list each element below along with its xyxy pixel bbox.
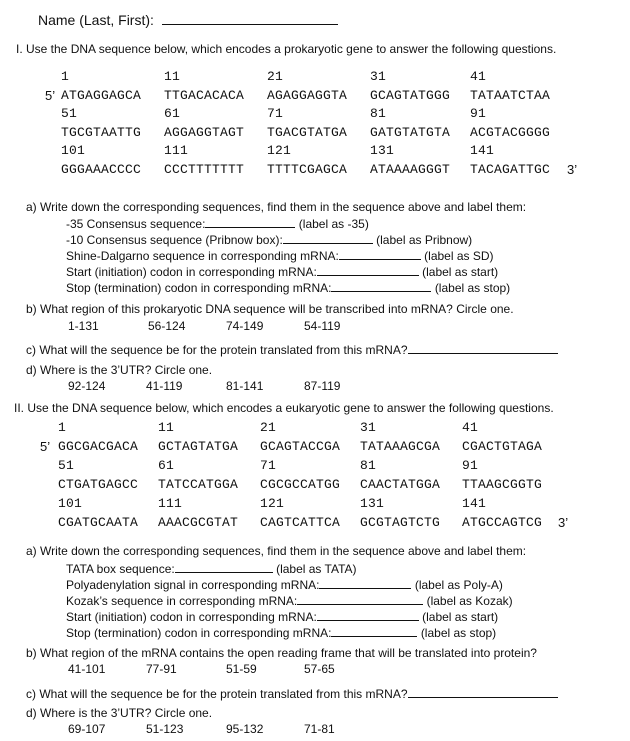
ruler-pos: 71 xyxy=(267,106,284,121)
item-label: Kozak’s sequence in corresponding mRNA: xyxy=(66,594,298,608)
item-note: (label as Poly-A) xyxy=(414,578,503,592)
item-label: TATA box sequence: xyxy=(66,562,175,576)
part1-title: I. Use the DNA sequence below, which encodes a prokaryotic gene to answer the following questions. xyxy=(16,42,557,56)
seq-block: TGCGTAATTG xyxy=(61,125,142,140)
question-text: c) What will the sequence be for the protein translated from this mRNA? xyxy=(26,687,408,701)
p2-question-a: a) Write down the corresponding sequences, find them in the sequence above and label them: xyxy=(26,544,527,558)
seq-block: CAGTCATTCA xyxy=(260,515,341,530)
seq-block: GCAGTATGGG xyxy=(370,88,451,103)
item-note: (label as Pribnow) xyxy=(376,233,473,247)
item-note: (label as stop) xyxy=(434,281,511,295)
seq-block: GATGTATGTA xyxy=(370,125,451,140)
answer-blank[interactable] xyxy=(319,576,411,589)
seq-block: TATCCATGGA xyxy=(158,477,239,492)
item-label: Stop (termination) codon in corresponding mRNA: xyxy=(66,626,332,640)
seq-block: ATGAGGAGCA xyxy=(61,88,142,103)
question-text: c) What will the sequence be for the protein translated from this mRNA? xyxy=(26,343,408,357)
item-label: -10 Consensus sequence (Pribnow box): xyxy=(66,233,283,247)
option[interactable]: 92-124 xyxy=(68,379,106,393)
option[interactable]: 41-101 xyxy=(68,662,106,676)
p2-a-item-2 xyxy=(66,576,503,592)
option[interactable]: 57-65 xyxy=(304,662,335,676)
option[interactable]: 69-107 xyxy=(68,722,106,736)
ruler-pos: 121 xyxy=(260,496,285,511)
seq-block: AGGAGGTAGT xyxy=(164,125,245,140)
seq-block: ATAAAAGGGT xyxy=(370,162,451,177)
answer-blank[interactable] xyxy=(317,608,419,621)
answer-blank[interactable] xyxy=(205,215,295,228)
answer-blank[interactable] xyxy=(331,624,417,637)
answer-blank[interactable] xyxy=(283,231,373,244)
name-blank[interactable] xyxy=(162,12,338,25)
ruler-pos: 21 xyxy=(267,69,284,84)
ruler-pos: 81 xyxy=(360,458,377,473)
item-note: (label as Kozak) xyxy=(426,594,513,608)
item-note: (label as stop) xyxy=(420,626,497,640)
ruler-pos: 111 xyxy=(158,496,183,511)
item-note: (label as -35) xyxy=(298,217,369,231)
ruler-pos: 121 xyxy=(267,143,292,158)
part2-title: II. Use the DNA sequence below, which encodes a eukaryotic gene to answer the following questions. xyxy=(14,401,554,415)
ruler-pos: 21 xyxy=(260,420,277,435)
ruler-pos: 11 xyxy=(158,420,175,435)
seq-block: TTAAGCGGTG xyxy=(462,477,543,492)
seq-block: ATGCCAGTCG xyxy=(462,515,543,530)
p2-question-d: d) Where is the 3’UTR? Circle one. xyxy=(26,706,213,720)
seq-block: GCTAGTATGA xyxy=(158,439,239,454)
p2-question-c xyxy=(26,685,558,701)
item-label: Shine-Dalgarno sequence in corresponding mRNA: xyxy=(66,249,339,263)
seq-block: AAACGCGTAT xyxy=(158,515,239,530)
option[interactable]: 81-141 xyxy=(226,379,264,393)
answer-blank[interactable] xyxy=(175,560,273,573)
answer-blank[interactable] xyxy=(297,592,423,605)
option[interactable]: 51-59 xyxy=(226,662,257,676)
seq-block: TATAAAGCGA xyxy=(360,439,441,454)
ruler-pos: 141 xyxy=(462,496,487,511)
seq-block: CTGATGAGCC xyxy=(58,477,139,492)
ruler-pos: 31 xyxy=(370,69,387,84)
three-prime-label: 3’ xyxy=(567,162,578,177)
option[interactable]: 71-81 xyxy=(304,722,335,736)
ruler-pos: 101 xyxy=(58,496,83,511)
p1-a-item-5 xyxy=(66,279,510,295)
item-note: (label as TATA) xyxy=(276,562,357,576)
answer-blank[interactable] xyxy=(331,279,431,292)
item-note: (label as start) xyxy=(422,265,499,279)
seq-block: TTGACACACA xyxy=(164,88,245,103)
option[interactable]: 74-149 xyxy=(226,319,264,333)
five-prime-label: 5’ xyxy=(40,439,51,454)
name-field[interactable] xyxy=(38,12,338,28)
seq-block: ACGTACGGGG xyxy=(470,125,551,140)
answer-blank[interactable] xyxy=(339,247,421,260)
option[interactable]: 56-124 xyxy=(148,319,186,333)
seq-block: CCCTTTTTTT xyxy=(164,162,245,177)
ruler-pos: 91 xyxy=(470,106,487,121)
p1-question-c xyxy=(26,341,558,357)
seq-block: CGATGCAATA xyxy=(58,515,139,530)
seq-block: TTTTCGAGCA xyxy=(267,162,348,177)
item-label: Start (initiation) codon in corresponding mRNA: xyxy=(66,265,317,279)
ruler-pos: 101 xyxy=(61,143,86,158)
seq-block: TATAATCTAA xyxy=(470,88,551,103)
name-label: Name (Last, First): xyxy=(38,12,154,28)
ruler-pos: 91 xyxy=(462,458,479,473)
five-prime-label: 5’ xyxy=(45,88,56,103)
ruler-pos: 71 xyxy=(260,458,277,473)
seq-block: GGGAAACCCC xyxy=(61,162,142,177)
seq-block: GCAGTACCGA xyxy=(260,439,341,454)
ruler-pos: 81 xyxy=(370,106,387,121)
seq-block: CGCGCCATGG xyxy=(260,477,341,492)
p2-a-item-1 xyxy=(66,560,357,576)
ruler-pos: 131 xyxy=(370,143,395,158)
p2-a-item-4 xyxy=(66,608,498,624)
p2-a-item-3 xyxy=(66,592,513,608)
item-note: (label as start) xyxy=(422,610,499,624)
seq-block: TACAGATTGC xyxy=(470,162,551,177)
answer-blank[interactable] xyxy=(317,263,419,276)
ruler-pos: 111 xyxy=(164,143,189,158)
seq-block: CAACTATGGA xyxy=(360,477,441,492)
option[interactable]: 77-91 xyxy=(146,662,177,676)
three-prime-label: 3’ xyxy=(558,515,569,530)
option[interactable]: 54-119 xyxy=(304,319,341,333)
item-label: Start (initiation) codon in corresponding mRNA: xyxy=(66,610,317,624)
p1-a-item-4 xyxy=(66,263,498,279)
p1-a-item-2 xyxy=(66,231,472,247)
option[interactable]: 95-132 xyxy=(226,722,264,736)
seq-block: GCGTAGTCTG xyxy=(360,515,441,530)
ruler-pos: 11 xyxy=(164,69,181,84)
ruler-pos: 31 xyxy=(360,420,377,435)
ruler-pos: 1 xyxy=(58,420,67,435)
item-label: -35 Consensus sequence: xyxy=(66,217,206,231)
p1-question-d: d) Where is the 3’UTR? Circle one. xyxy=(26,363,213,377)
seq-block: AGAGGAGGTA xyxy=(267,88,348,103)
p1-question-a: a) Write down the corresponding sequences, find them in the sequence above and label them: xyxy=(26,200,527,214)
p1-a-item-3 xyxy=(66,247,494,263)
ruler-pos: 51 xyxy=(61,106,78,121)
ruler-pos: 51 xyxy=(58,458,75,473)
option[interactable]: 87-119 xyxy=(304,379,341,393)
ruler-pos: 61 xyxy=(164,106,181,121)
ruler-pos: 1 xyxy=(61,69,70,84)
option[interactable]: 1-131 xyxy=(68,319,99,333)
seq-block: TGACGTATGA xyxy=(267,125,348,140)
ruler-pos: 41 xyxy=(462,420,479,435)
answer-blank[interactable] xyxy=(408,341,558,354)
ruler-pos: 141 xyxy=(470,143,495,158)
p1-a-item-1 xyxy=(66,215,369,231)
item-label: Stop (termination) codon in corresponding mRNA: xyxy=(66,281,332,295)
p2-question-b: b) What region of the mRNA contains the open reading frame that will be translated into protein? xyxy=(26,646,537,660)
p1-question-b: b) What region of this prokaryotic DNA sequence will be transcribed into mRNA? Circle one. xyxy=(26,302,514,316)
item-note: (label as SD) xyxy=(424,249,494,263)
seq-block: CGACTGTAGA xyxy=(462,439,543,454)
ruler-pos: 131 xyxy=(360,496,385,511)
option[interactable]: 41-119 xyxy=(146,379,183,393)
answer-blank[interactable] xyxy=(408,685,558,698)
ruler-pos: 41 xyxy=(470,69,487,84)
p2-a-item-5 xyxy=(66,624,496,640)
ruler-pos: 61 xyxy=(158,458,175,473)
item-label: Polyadenylation signal in corresponding mRNA: xyxy=(66,578,320,592)
seq-block: GGCGACGACA xyxy=(58,439,139,454)
option[interactable]: 51-123 xyxy=(146,722,184,736)
